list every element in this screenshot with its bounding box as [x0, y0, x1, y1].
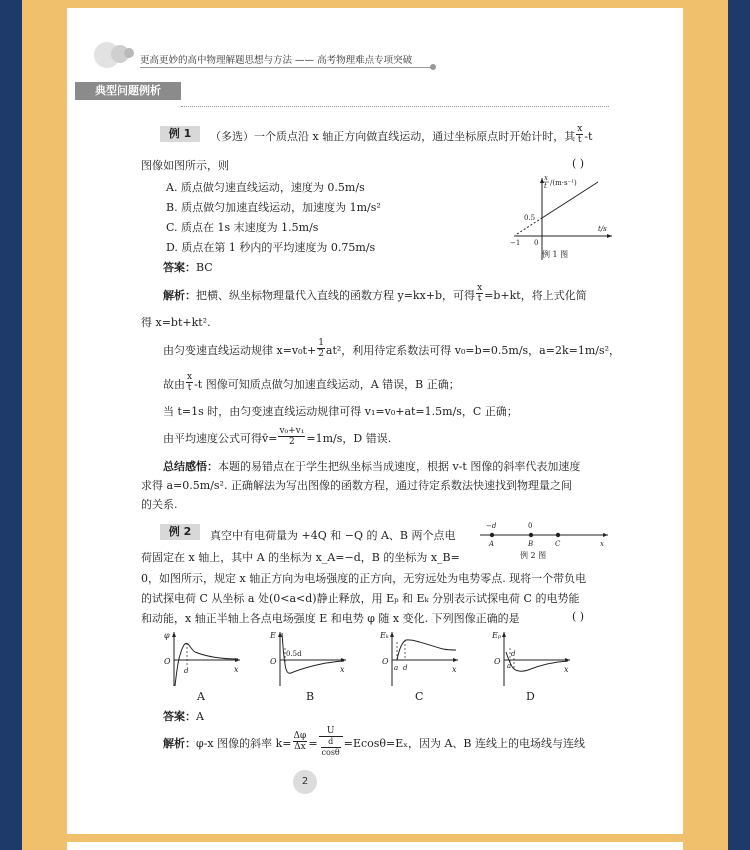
- y-label: E: [270, 631, 276, 640]
- example2-analysis-label: 解析：: [163, 737, 196, 750]
- charge-b-dot: [529, 533, 533, 537]
- example2-answer: A: [196, 710, 204, 723]
- label-axis-x: x: [600, 540, 604, 548]
- fraction-u-over-d-costheta: [319, 726, 343, 758]
- header-title: 更高更妙的高中物理解题思想与方法: [140, 55, 293, 66]
- number-line-arrow: [603, 533, 608, 537]
- example2-answer-label: 答案：: [163, 710, 196, 723]
- header-subtitle: —— 高考物理难点专项突破: [295, 55, 413, 66]
- graph-letter-d: D: [526, 690, 535, 703]
- frac-numerator: v₀+v₁: [279, 425, 305, 436]
- fraction-average-velocity: [278, 426, 305, 447]
- example1-answer-label: 答案：: [163, 261, 196, 274]
- charge-c-dot: [556, 533, 560, 537]
- y-axis-arrow: [502, 632, 506, 637]
- section-dotted-rule: [181, 106, 609, 107]
- example1-answer: BC: [196, 261, 213, 274]
- header-decoration: [92, 40, 142, 70]
- x-axis-label: t/s: [598, 225, 607, 233]
- x-label: x: [340, 665, 345, 674]
- graph-option-a: [160, 628, 245, 688]
- x-label: x: [564, 665, 569, 674]
- example1-option-a: A. 质点做匀速直线运动，速度为 0.5m/s: [166, 181, 365, 194]
- example2-line1: 真空中有电荷量为 +4Q 和 −Q 的 A、B 两个点电: [210, 529, 456, 542]
- example1-stem-line2: 图像如图所示，则: [141, 159, 229, 172]
- example1-label: 例 1: [160, 126, 200, 142]
- charge-a-dot: [490, 533, 494, 537]
- frac-denominator: t: [187, 382, 192, 393]
- example1-option-b: B. 质点做匀加速直线运动，加速度为 1m/s²: [166, 201, 381, 214]
- mark-label-a: a: [507, 662, 512, 670]
- summary-line2: 求得 a=0.5m/s². 正确解法为写出图像的函数方程，通过待定系数法快速找到物理量之间: [141, 479, 572, 492]
- example2-analysis-a: φ-x 图像的斜率 k=: [196, 737, 292, 750]
- nested-fraction: [321, 737, 341, 758]
- example1-analysis-line1a: 把横、纵坐标物理量代入直线的函数方程 y=kx+b，可得: [196, 289, 476, 302]
- mark-label-a: a: [394, 664, 399, 672]
- frac-numerator: x: [577, 123, 583, 134]
- section-title: 典型问题例析: [75, 82, 181, 100]
- example1-analysis-line2: 得 x=bt+kt².: [141, 316, 211, 329]
- label-neg-d: −d: [486, 522, 497, 530]
- example1-option-d: D. 质点在第 1 秒内的平均速度为 0.75m/s: [166, 241, 376, 254]
- svg-text:x: x: [544, 174, 548, 182]
- example1-stem-line1: （多选）一个质点沿 x 轴正方向做直线运动，通过坐标原点时开始计时，其: [210, 130, 576, 143]
- graph-option-b: [266, 628, 351, 688]
- frac-denominator: t: [577, 134, 582, 145]
- frac-numerator: Δφ: [293, 730, 307, 741]
- label-point-b: B: [528, 540, 534, 548]
- x-label: x: [234, 665, 239, 674]
- frac-denominator: 2: [289, 436, 295, 447]
- svg-text:/(m·s⁻¹): /(m·s⁻¹): [550, 179, 577, 187]
- example2-number-line: [476, 518, 612, 564]
- example2-analysis-b: =Ecosθ=Eₓ，因为 A、B 连线上的电场线与连线: [343, 737, 585, 750]
- origin-label: O: [494, 657, 501, 666]
- header-rule: [140, 67, 432, 68]
- mark-label-d: d: [511, 650, 516, 658]
- vbar-symbol: v̄: [262, 432, 269, 445]
- frac-denominator: 2: [318, 348, 324, 359]
- fraction-one-half: [317, 338, 325, 359]
- y-axis-arrow: [278, 632, 282, 637]
- example1-eq1a: 由匀变速直线运动规律 x=v₀t+: [163, 344, 317, 357]
- mark-label-d: d: [403, 664, 408, 672]
- fraction-dphi-dx: [293, 731, 308, 752]
- phi-curve: [175, 643, 238, 686]
- summary-line1: 本题的易错点在于学生把纵坐标当成速度，根据 v-t 图像的斜率代表加速度: [218, 460, 581, 473]
- example2-answer-paren: ( ): [572, 610, 585, 623]
- example1-eq2b: -t 图像可知质点做匀加速直线运动，A 错误，B 正确；: [194, 378, 460, 391]
- example2-label: 例 2: [160, 524, 200, 540]
- frac-denominator: Δx: [294, 741, 306, 752]
- x-label: x: [452, 665, 457, 674]
- frac-numerator: x: [477, 282, 483, 293]
- y-axis-arrow: [172, 632, 176, 637]
- graph-line: [542, 182, 598, 218]
- frac-denominator: [319, 737, 343, 758]
- page-number: 2: [293, 770, 317, 794]
- example2-line3: 0，如图所示，规定 x 轴正方向为电场强度的正方向，无穷远处为电势零点. 现将一个带负电: [141, 572, 587, 585]
- x-axis-arrow: [607, 234, 612, 238]
- example1-eq2a: 故由: [163, 378, 185, 391]
- frac-denominator: t: [477, 293, 482, 304]
- y-label: Eₚ: [492, 631, 502, 640]
- graph-letter-a: A: [197, 690, 205, 703]
- summary-label: 总结感悟：: [163, 460, 218, 473]
- fraction-x-over-t-2: [476, 283, 483, 304]
- example1-eq1b: at²，利用待定系数法可得 v₀=b=0.5m/s，a=2k=1m/s²，: [325, 344, 621, 357]
- x-axis-arrow: [453, 658, 458, 662]
- origin-label: O: [270, 657, 277, 666]
- label-zero: 0: [528, 522, 533, 530]
- summary-line3: 的关系.: [141, 498, 178, 511]
- example1-eq3: 当 t=1s 时，由匀变速直线运动规律可得 v₁=v₀+at=1.5m/s，C 正确；: [163, 405, 518, 418]
- origin-label: O: [164, 657, 171, 666]
- example2-line4: 的试探电荷 C 从坐标 a 处(0<a<d)静止释放，用 Eₚ 和 Eₖ 分别表示试探电荷 C 的电势能: [141, 592, 580, 605]
- tick-0: 0: [534, 239, 539, 247]
- frac-denominator: cosθ: [321, 748, 340, 757]
- frac-numerator: 1: [318, 337, 324, 348]
- example1-graph: [504, 168, 616, 264]
- graph-option-d: [490, 628, 575, 688]
- mark-label: 0.5d: [286, 650, 302, 658]
- tick-neg1: −1: [510, 239, 521, 247]
- example2-line2: 荷固定在 x 轴上，其中 A 的坐标为 x_A=−d，B 的坐标为 x_B=: [141, 551, 460, 564]
- example1-analysis-label: 解析：: [163, 289, 196, 302]
- graph-letter-c: C: [415, 690, 424, 703]
- frac-numerator: d: [321, 737, 341, 748]
- example2-figure-caption: 例 2 图: [520, 551, 547, 560]
- fraction-x-over-t-3: [186, 372, 193, 393]
- label-point-c: C: [555, 540, 561, 548]
- label-point-a: A: [489, 540, 495, 548]
- frac-numerator: U: [319, 726, 343, 737]
- example1-eq4b: =1m/s，D 错误.: [306, 432, 392, 445]
- example2-line5: 和动能，x 轴正半轴上各点电场强度 E 和电势 φ 随 x 变化. 下列图像正确的是: [141, 612, 520, 625]
- example1-figure-caption: 例 1 图: [542, 250, 569, 259]
- y-axis-arrow: [390, 632, 394, 637]
- tick-0.5: 0.5: [524, 214, 536, 222]
- next-page-edge: [67, 842, 683, 850]
- svg-text:t: t: [544, 182, 547, 190]
- example1-analysis-line1b: =b+kt，将上式化简: [484, 289, 587, 302]
- example1-eq4a: 由平均速度公式可得: [163, 432, 262, 445]
- example1-answer-paren: ( ): [572, 157, 585, 170]
- example1-option-c: C. 质点在 1s 末速度为 1.5m/s: [166, 221, 319, 234]
- frac-numerator: x: [187, 371, 193, 382]
- fraction-x-over-t: [576, 124, 583, 145]
- y-label: φ: [164, 631, 170, 640]
- y-label: Eₖ: [380, 631, 389, 640]
- origin-label: O: [382, 657, 389, 666]
- graph-option-c: [378, 628, 463, 688]
- example1-stem-tail: -t: [584, 130, 593, 143]
- graph-letter-b: B: [306, 690, 315, 703]
- y-axis-label: [543, 174, 577, 190]
- kinetic-energy-curve: [397, 640, 456, 660]
- mark-label: d: [184, 667, 189, 675]
- header-rule-dot: [430, 64, 436, 70]
